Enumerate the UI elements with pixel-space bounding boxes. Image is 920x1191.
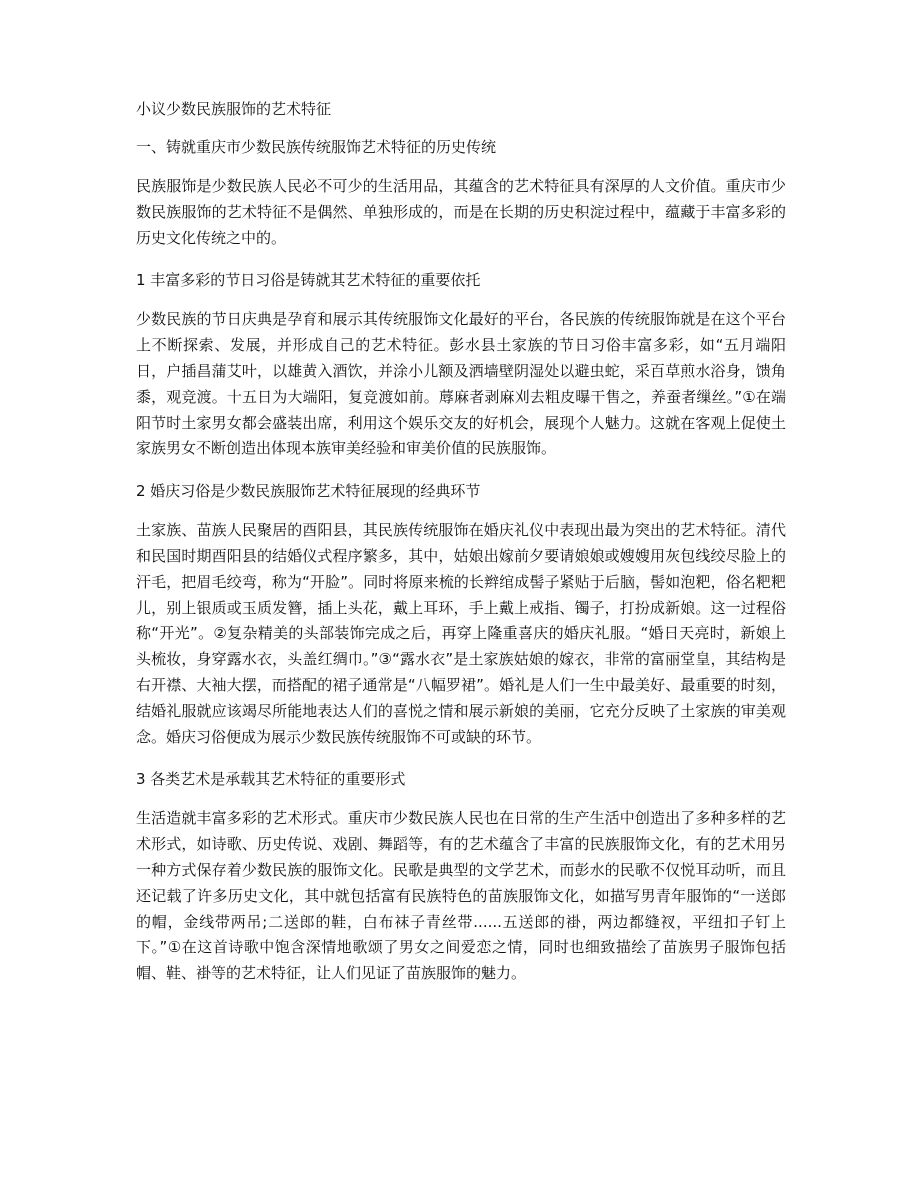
intro-paragraph: 民族服饰是少数民族人民必不可少的生活用品，其蕴含的艺术特征具有深厚的人文价值。重庆市少数民族服饰的艺术特征不是偶然、单独形成的，而是在长期的历史积淀过程中，蕴藏于丰富多彩的历史文化传统之中的。 — [136, 177, 786, 247]
subsection-heading-1: 1 丰富多彩的节日习俗是铸就其艺术特征的重要依托 — [136, 271, 481, 290]
document-page — [136, 98, 786, 1005]
subsection-heading-3: 3 各类艺术是承载其艺术特征的重要形式 — [136, 770, 406, 789]
subsection-heading-2: 2 婚庆习俗是少数民族服饰艺术特征展现的经典环节 — [136, 482, 481, 501]
subsection-paragraph-2: 土家族、苗族人民聚居的酉阳县，其民族传统服饰在婚庆礼仪中表现出最为突出的艺术特征。清代和民国时期酉阳县的结婚仪式程序繁多，其中，姑娘出嫁前夕要请娘娘或嫂嫂用灰包线绞尽脸上的汗毛，把眉毛绞弯，称为“开脸”。同时将原来梳的长辫绾成髻子紧贴于后脑，髻如泡粑，俗名粑粑儿，别上银质或玉质发簪，插上头花，戴上耳环，手上戴上戒指、镯子，打扮成新娘。这一过程俗称“开光”。②复杂精美的头部装饰完成之后，再穿上隆重喜庆的婚庆礼服。“婚日天亮时，新娘上头梳妆，身穿露水衣，头盖红绸巾。”③“露水衣”是土家族姑娘的嫁衣，非常的富丽堂皇，其结构是右开襟、大袖大摆，而搭配的裙子通常是“八幅罗裙”。婚礼是人们一生中最美好、最重要的时刻，结婚礼服就应该竭尽所能地表达人们的喜悦之情和展示新娘的美丽，它充分反映了土家族的审美观念。婚庆习俗便成为展示少数民族传统服饰不可或缺的环节。 — [136, 521, 786, 746]
subsection-paragraph-3: 生活造就丰富多彩的艺术形式。重庆市少数民族人民也在日常的生产生活中创造出了多种多样的艺术形式，如诗歌、历史传说、戏剧、舞蹈等，有的艺术蕴含了丰富的民族服饰文化，有的艺术用另一种方式保存着少数民族的服饰文化。民歌是典型的文学艺术，而彭水的民歌不仅悦耳动听，而且还记载了许多历史文化，其中就包括富有民族特色的苗族服饰文化，如描写男青年服饰的“一送郎的帽，金线带两吊;二送郎的鞋，白布袜子青丝带......五送郎的褂，两边都缝衩，平纽扣子钉上下。”①在这首诗歌中饱含深情地歌颂了男女之间爱恋之情，同时也细致描绘了苗族男子服饰包括帽、鞋、褂等的艺术特征，让人们见证了苗族服饰的魅力。 — [136, 809, 786, 983]
document-title: 小议少数民族服饰的艺术特征 — [136, 100, 332, 118]
subsection-paragraph-1: 少数民族的节日庆典是孕育和展示其传统服饰文化最好的平台，各民族的传统服饰就是在这个平台上不断探索、发展，并形成自己的艺术特征。彭水县土家族的节日习俗丰富多彩，如“五月端阳日，户插昌蒲艾叶，以雄黄入酒饮，并涂小儿额及洒墙壁阴湿处以避虫蛇，采百草煎水浴身，馈角黍，观竞渡。十五日为大端阳，复竞渡如前。蓐麻者剥麻刈去粗皮曝干售之，养蚕者缫丝。”①在端阳节时土家男女都会盛装出席，利用这个娱乐交友的好机会，展现个人魅力。这就在客观上促使土家族男女不断创造出体现本族审美经验和审美价值的民族服饰。 — [136, 310, 786, 458]
section-heading-1: 一、铸就重庆市少数民族传统服饰艺术特征的历史传统 — [136, 138, 497, 156]
